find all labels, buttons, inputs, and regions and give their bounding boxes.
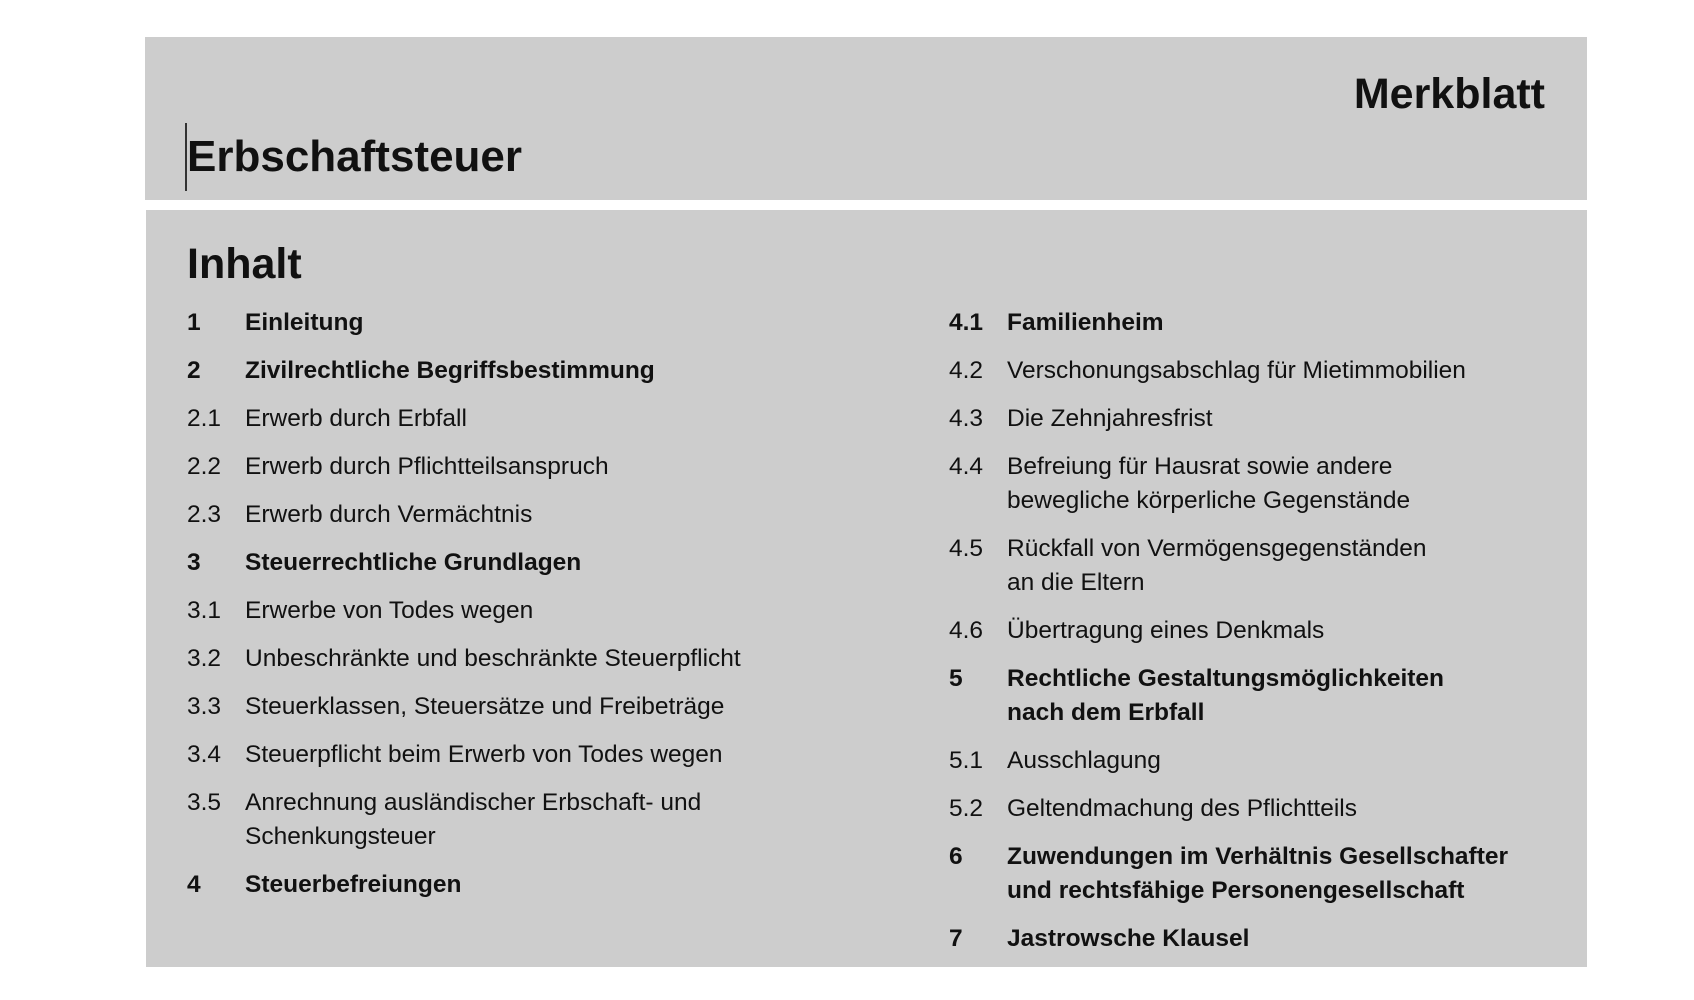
toc-entry-title: Familienheim: [1007, 309, 1164, 336]
toc-entry[interactable]: [949, 744, 1508, 778]
toc-entry-number: 5.2: [949, 795, 984, 822]
toc-entry[interactable]: [949, 922, 1508, 956]
toc-entry-title: Übertragung eines Denkmals: [1007, 617, 1325, 644]
toc-entry[interactable]: [949, 306, 1508, 340]
toc-entry-title: Zivilrechtliche Begriffsbestimmung: [245, 357, 655, 384]
toc-entry-number: 5.1: [949, 747, 984, 774]
toc-entry-number: 4.1: [949, 309, 984, 336]
toc-entry[interactable]: [187, 738, 741, 772]
toc-entry-title: Ausschlagung: [1007, 747, 1161, 774]
toc-entry[interactable]: [187, 306, 741, 340]
toc-entry-title: Steuerbefreiungen: [245, 871, 462, 898]
document-title: Erbschaftsteuer: [187, 132, 523, 181]
toc-entry-number: 1: [187, 309, 201, 336]
toc-entry-title: Befreiung für Hausrat sowie andere bewegliche körperliche Gegenstände: [1007, 453, 1411, 514]
table-of-contents: [146, 210, 1587, 967]
toc-entry-number: 4.6: [949, 617, 984, 644]
toc-entry-title: Rückfall von Vermögensgegenständen an die Eltern: [1007, 535, 1427, 596]
toc-entry-number: 2.2: [187, 453, 222, 480]
toc-entry-number: 6: [949, 843, 963, 870]
toc-entry-title: Rechtliche Gestaltungsmöglichkeiten nach dem Erbfall: [1007, 665, 1445, 726]
toc-entry-number: 3.4: [187, 741, 222, 768]
toc-entry-number: 4.4: [949, 453, 984, 480]
toc-entry-number: 2.1: [187, 405, 222, 432]
document-header: [145, 37, 1587, 200]
toc-entry-title: Unbeschränkte und beschränkte Steuerpflicht: [245, 645, 741, 672]
toc-entry-number: 7: [949, 925, 963, 952]
toc-column-right: [949, 306, 1508, 970]
toc-entry-number: 3: [187, 549, 201, 576]
toc-entry-title: Einleitung: [245, 309, 364, 336]
toc-entry-title: Die Zehnjahresfrist: [1007, 405, 1213, 432]
toc-entry-title: Erwerb durch Vermächtnis: [245, 501, 533, 528]
toc-entry[interactable]: [949, 450, 1508, 518]
toc-entry-title: Erwerb durch Pflichtteilsanspruch: [245, 453, 609, 480]
toc-entry[interactable]: [187, 402, 741, 436]
toc-entry[interactable]: [187, 786, 741, 854]
toc-entry-number: 3.3: [187, 693, 222, 720]
toc-entry[interactable]: [949, 614, 1508, 648]
toc-entry-number: 3.1: [187, 597, 222, 624]
toc-entry-title: Jastrowsche Klausel: [1007, 925, 1250, 952]
toc-entry-title: Verschonungsabschlag für Mietimmobilien: [1007, 357, 1466, 384]
toc-entry-title: Steuerklassen, Steuersätze und Freibeträge: [245, 693, 725, 720]
toc-entry[interactable]: [949, 840, 1508, 908]
toc-entry[interactable]: [187, 594, 741, 628]
toc-entry[interactable]: [187, 450, 741, 484]
document-type: Merkblatt: [1353, 70, 1545, 118]
toc-entry[interactable]: [187, 354, 741, 388]
toc-entry-number: 4.2: [949, 357, 984, 384]
toc-entry-title: Erwerbe von Todes wegen: [245, 597, 534, 624]
toc-entry[interactable]: [949, 532, 1508, 600]
toc-entry-number: 4.5: [949, 535, 984, 562]
toc-column-left: [187, 306, 741, 916]
toc-entry-title: Anrechnung ausländischer Erbschaft- und Schenkungsteuer: [245, 789, 702, 850]
toc-entry[interactable]: [187, 642, 741, 676]
toc-heading: Inhalt: [187, 240, 302, 288]
toc-entry[interactable]: [949, 662, 1508, 730]
toc-entry-number: 4.3: [949, 405, 984, 432]
toc-entry-number: 3.2: [187, 645, 222, 672]
toc-entry[interactable]: [949, 792, 1508, 826]
toc-entry[interactable]: [187, 498, 741, 532]
toc-entry-number: 2.3: [187, 501, 222, 528]
toc-entry[interactable]: [187, 868, 741, 902]
toc-entry-title: Geltendmachung des Pflichtteils: [1007, 795, 1357, 822]
toc-entry-title: Zuwendungen im Verhältnis Gesellschafter und rechtsfähige Personengesellschaft: [1007, 843, 1509, 904]
toc-entry[interactable]: [187, 690, 741, 724]
toc-entry-number: 2: [187, 357, 201, 384]
toc-entry[interactable]: [949, 354, 1508, 388]
toc-entry-title: Erwerb durch Erbfall: [245, 405, 467, 432]
toc-entry[interactable]: [187, 546, 741, 580]
toc-entry-number: 5: [949, 665, 963, 692]
toc-entry-number: 4: [187, 871, 201, 898]
toc-entry[interactable]: [949, 402, 1508, 436]
toc-entry-number: 3.5: [187, 789, 222, 816]
toc-entry-title: Steuerrechtliche Grundlagen: [245, 549, 582, 576]
toc-entry-title: Steuerpflicht beim Erwerb von Todes wegen: [245, 741, 723, 768]
